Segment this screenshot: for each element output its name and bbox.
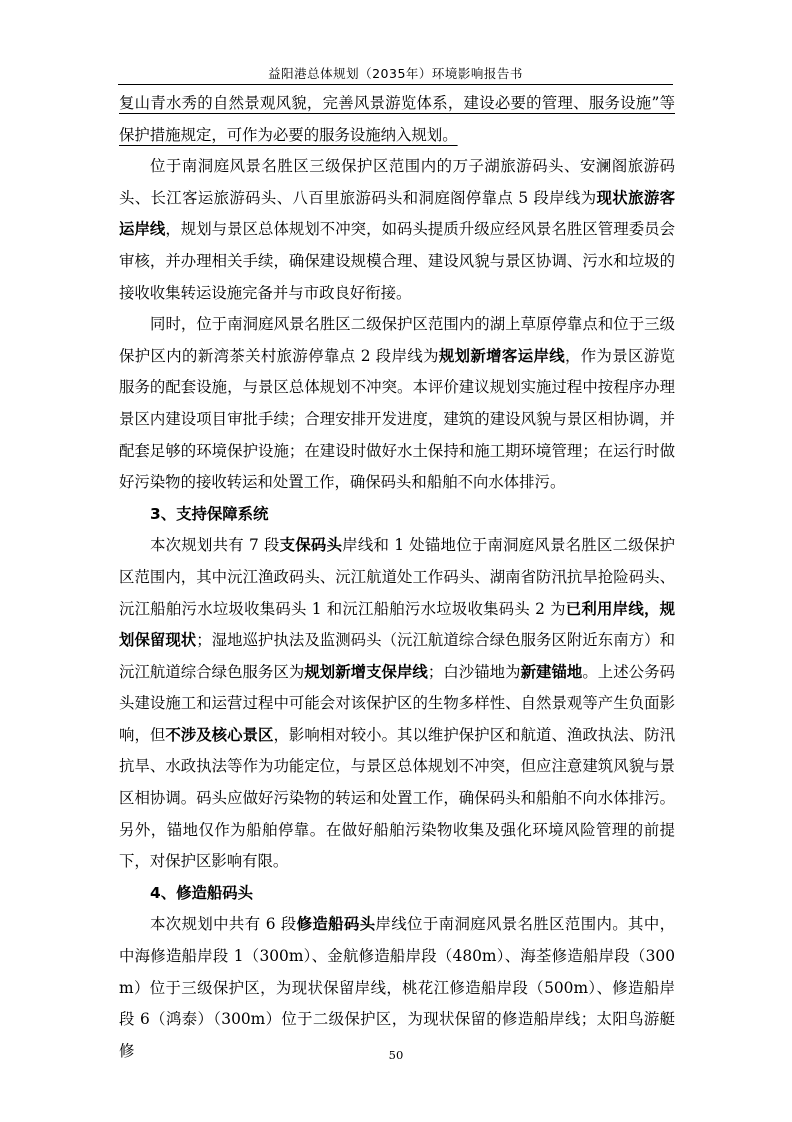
emphasis-text: 现状旅游客运岸线	[119, 188, 675, 239]
paragraph-text: 位于南洞庭风景名胜区三级保护区范围内的万子湖旅游码头、安澜阁旅游码头、长江客运旅游码头、八百里旅游码头和洞庭阁停靠点 5 段岸线为	[119, 157, 675, 207]
paragraph-shipyard-docks	[119, 909, 675, 1067]
paragraph-text: ，作为景区游览服务的配套设施，与景区总体规划不冲突。本评价建议规划实施过程中按程序办理景区内建设项目审批手续；合理安排开发进度，建筑的建设风貌与景区相协调，并配套足够的环境保护设施；在建设时做好水土保持和施工期环境管理；在运行时做好污染物的接收转运和处置工作，确保码头和船舶不向水体排污。	[119, 346, 675, 492]
paragraph-text: 复山青水秀的自然景观风貌，完善风景游览体系，建设必要的管理、服务设施”等保护措施规定，可作为必要的服务设施纳入规划。	[119, 94, 675, 144]
emphasis-text: 修造船码头	[296, 915, 376, 934]
paragraph-text: ；白沙锚地为	[427, 662, 521, 681]
paragraph-text: ，影响相对较小。其以维护保护区和航道、渔政执法、防汛抗旱、水政执法等作为功能定位，与景区总体规划不冲突，但应注意建筑风貌与景区相协调。码头应做好污染物的转运和处置工作，确保码头和船舶不向水体排污。另外，锚地仅作为船舶停靠。在做好船舶污染物收集及强化环境风险管理的前提下，对保护区影响有限。	[119, 725, 675, 871]
emphasis-text: 规划新增客运岸线	[438, 346, 565, 365]
document-body	[119, 88, 675, 1067]
page-number: 50	[388, 1048, 404, 1062]
paragraph-text: 岸线和 1 处锚地位于南洞庭风景名胜区二级保护区范围内，其中沅江渔政码头、沅江航道处工作码头、湖南省防汛抗旱抢险码头、沅江船舶污水垃圾收集码头 1 和沅江船舶污水垃圾收集码头 2 为	[119, 536, 675, 618]
section-heading-support-system: 3、支持保障系统	[150, 504, 269, 523]
emphasis-text: 支保码头	[279, 536, 343, 555]
paragraph-text: ，规划与景区总体规划不冲突，如码头提质升级应经风景名胜区管理委员会审核，并办理相关手续，确保建设规模合理、建设风貌与景区协调、污水和垃圾的接收收集转运设施完备并与市政良好衔接。	[119, 220, 675, 302]
paragraph-new-passenger-berths	[119, 309, 675, 499]
paragraph-text: 岸线位于南洞庭风景名胜区范围内。其中，中海修造船岸段 1（300m）、金航修造船岸段（480m）、海荃修造船岸段（300m）位于三级保护区，为现状保留岸线，桃花江修造船岸段（500m）、修造船岸段 6（鸿泰）（300m）位于二级保护区，为现状保留的修造船岸线；太阳鸟游艇修	[119, 915, 675, 1060]
paragraph-text: 。上述公务码头建设施工和运营过程中可能会对该保护区的生物多样性、自然景观等产生负面影响，但	[119, 662, 675, 744]
paragraph-text: ；湿地巡护执法及监测码头（沅江航道综合绿色服务区附近东南方）和沅江航道综合绿色服务区为	[119, 631, 675, 681]
paragraph-existing-tourism-docks	[119, 151, 675, 309]
emphasis-text: 规划新增支保岸线	[304, 662, 428, 681]
section-heading-shipyard-docks: 4、修造船码头	[150, 883, 254, 902]
emphasis-text: 不涉及核心景区	[165, 725, 274, 744]
emphasis-text: 新建锚地	[520, 662, 583, 681]
paragraph-text: 本次规划共有 7 段	[150, 536, 280, 555]
header-title: 益阳港总体规划（2035年）环境影响报告书	[268, 66, 523, 81]
paragraph-text: 同时，位于南洞庭风景名胜区二级保护区范围内的湖上草原停靠点和位于三级保护区内的新湾茶关村旅游停靠点 2 段岸线为	[119, 315, 675, 365]
paragraph-support-docks	[119, 530, 675, 878]
page-header	[118, 56, 673, 85]
paragraph-continuation	[119, 88, 675, 151]
paragraph-text: 本次规划中共有 6 段	[150, 915, 297, 934]
emphasis-text: 已利用岸线，规划保留现状	[119, 599, 675, 650]
